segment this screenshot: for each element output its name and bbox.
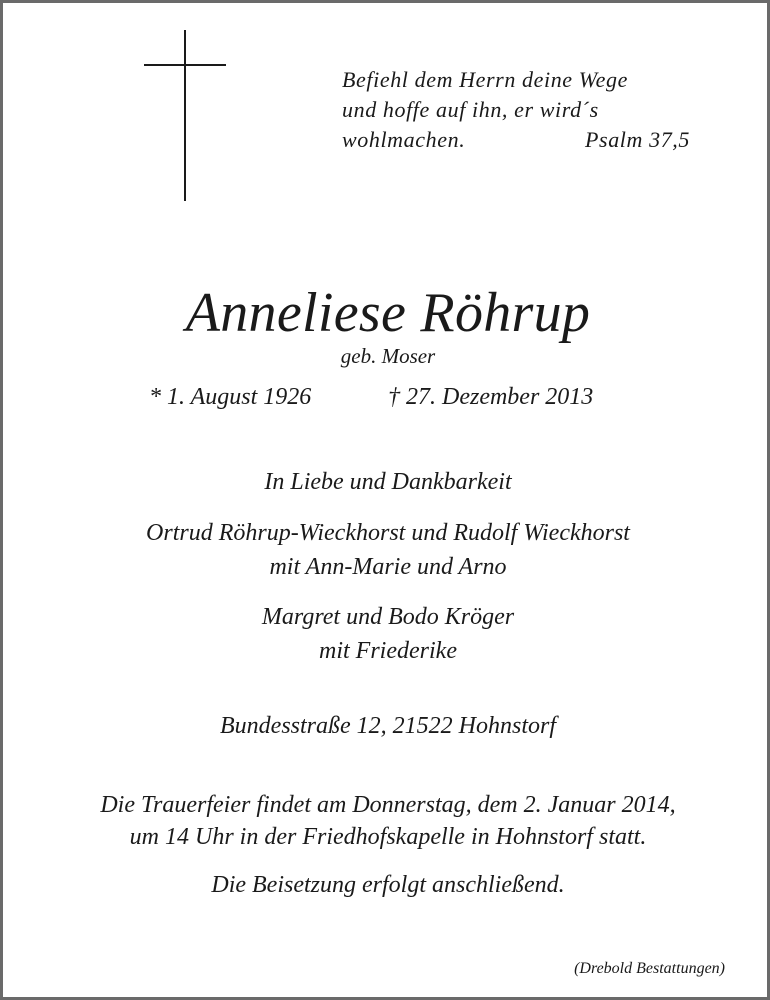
psalm-line-2: und hoffe auf ihn, er wird´s [342,97,599,122]
psalm-line-1: Befiehl dem Herrn deine Wege [342,67,629,92]
mourners-intro: In Liebe und Dankbarkeit [264,469,512,495]
family-2-names: Margret und Bodo Kröger [261,604,515,630]
maiden-name: geb. Moser [340,344,436,368]
address: Bundesstraße 12, 21522 Hohnstorf [220,713,556,739]
family-1-names: Ortrud Röhrup-Wieckhorst und Rudolf Wieckhorst [146,520,630,546]
cross-icon-bar [144,64,226,66]
deceased-name: Anneliese Röhrup [185,282,591,344]
psalm-quote [342,65,692,155]
funeral-info-line-2: um 14 Uhr in der Friedhofskapelle in Hohnstorf statt. [129,824,647,850]
birth-date: * 1. August 1926 [149,384,312,410]
funeral-home-credit: (Drebold Bestattungen) [574,960,725,977]
funeral-info-line-1: Die Trauerfeier findet am Donnerstag, dem 2. Januar 2014, [100,792,676,818]
psalm-reference: Psalm 37,5 [585,127,690,152]
death-date: † 27. Dezember 2013 [388,384,594,410]
family-1-children: mit Ann-Marie und Arno [269,554,507,580]
family-2-children: mit Friederike [319,638,457,664]
burial-info: Die Beisetzung erfolgt anschließend. [211,872,565,898]
psalm-line-3-text: wohlmachen. [342,127,466,152]
cross-icon [184,30,186,201]
psalm-line-3 [342,125,690,155]
